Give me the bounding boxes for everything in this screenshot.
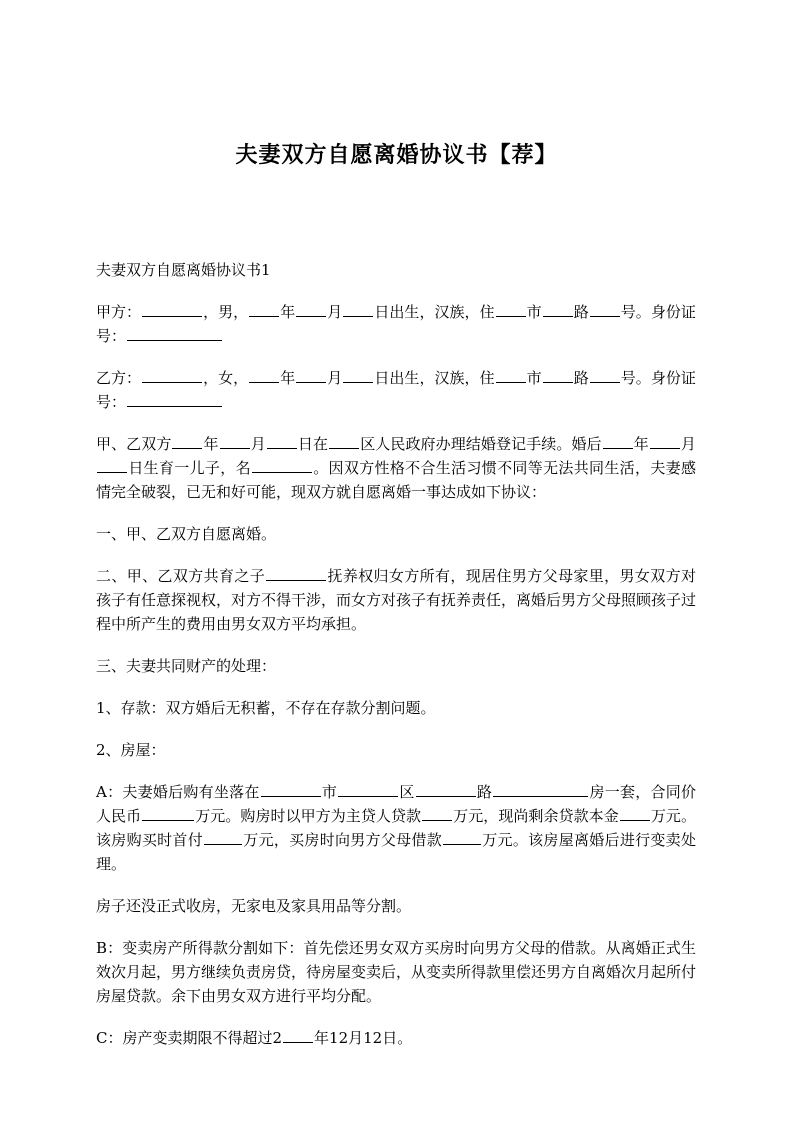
- text-segment: 月: [327, 369, 343, 387]
- text-segment: 日在: [297, 435, 329, 453]
- clause-3: 三、夫妻共同财产的处理：: [96, 657, 277, 675]
- document-title: 夫妻双方自愿离婚协议书【荐】: [235, 143, 558, 168]
- blank-field: [422, 805, 452, 821]
- blank-field: [142, 805, 194, 821]
- blank-field: [343, 367, 373, 383]
- text-segment: A：夫妻婚后购有坐落在: [96, 783, 260, 801]
- text-segment: 市: [526, 369, 542, 387]
- blank-field: [496, 301, 526, 317]
- text-segment: ，男，: [203, 303, 249, 321]
- text-segment: 万元。该房屋离婚后进行变卖处理。: [96, 831, 696, 873]
- blank-field: [343, 301, 373, 317]
- text-segment: ，女，: [203, 369, 249, 387]
- blank-field: [172, 433, 202, 449]
- party-b-paragraph: [96, 366, 696, 414]
- text-segment: 抚养权归女方所有，现居住男方父母家里，男女双方对孩子有任意探视权，对方不得干涉，而女方对孩子有抚养责任，离婚后男方父母照顾孩子过程中所产生的费用由男女双方平均承担。: [96, 567, 697, 633]
- item-house: 2、房屋：: [96, 741, 166, 759]
- text-segment: 市: [526, 303, 542, 321]
- text-segment: 乙方：: [96, 369, 142, 387]
- text-segment: 年: [203, 435, 219, 453]
- text-segment: 区人民政府办理结婚登记手续。婚后: [360, 435, 602, 453]
- text-segment: C：房产变卖期限不得超过2: [96, 1029, 283, 1047]
- text-segment: 年: [280, 369, 296, 387]
- blank-field: [416, 781, 476, 797]
- party-a-paragraph: [96, 300, 696, 348]
- blank-field: [543, 301, 573, 317]
- intro-paragraph: [96, 432, 696, 504]
- blank-field: [252, 457, 312, 473]
- blank-field: [142, 367, 202, 383]
- blank-field: [249, 301, 279, 317]
- blank-field: [338, 781, 398, 797]
- text-segment: 月: [250, 435, 266, 453]
- text-segment: 万元，买房时向男方父母借款: [243, 831, 442, 849]
- text-segment: 路: [573, 369, 589, 387]
- item-c: [96, 1026, 696, 1050]
- text-segment: 房一套，合同价人民币: [96, 783, 696, 825]
- text-segment: 年: [633, 435, 649, 453]
- text-segment: 路: [476, 783, 493, 801]
- item-b: B：变卖房产所得款分割如下：首先偿还男女双方买房时向男方父母的借款。从离婚正式生效次月起，男方继续负责房贷，待房屋变卖后，从变卖所得款里偿还男方自离婚次月起所付房屋贷款。余下由男女双方进行平均分配。: [96, 939, 697, 1005]
- blank-field: [496, 367, 526, 383]
- text-segment: 月: [680, 435, 696, 453]
- text-segment: 甲、乙双方: [96, 435, 172, 453]
- blank-field: [620, 805, 650, 821]
- blank-field: [603, 433, 633, 449]
- blank-field: [493, 781, 588, 797]
- text-segment: 日生育一儿子，名: [128, 459, 251, 477]
- item-deposit: 1、存款：双方婚后无积蓄，不存在存款分割问题。: [96, 699, 436, 717]
- blank-field: [127, 325, 222, 341]
- house-note: 房子还没正式收房，无家电及家具用品等分割。: [96, 897, 412, 915]
- blank-field: [443, 829, 481, 845]
- text-segment: 甲方：: [96, 303, 142, 321]
- blank-field: [127, 391, 222, 407]
- blank-field: [204, 829, 242, 845]
- blank-field: [220, 433, 250, 449]
- blank-field: [543, 367, 573, 383]
- clause-1: 一、甲、乙双方自愿离婚。: [96, 525, 277, 543]
- blank-field: [590, 367, 620, 383]
- text-segment: 年12月12日。: [314, 1029, 413, 1047]
- blank-field: [296, 301, 326, 317]
- clause-2: [96, 564, 696, 636]
- blank-field: [249, 367, 279, 383]
- text-segment: 日出生，汉族，住: [374, 303, 495, 321]
- text-segment: 路: [573, 303, 589, 321]
- blank-field: [650, 433, 680, 449]
- subtitle: 夫妻双方自愿离婚协议书1: [96, 261, 271, 279]
- blank-field: [296, 367, 326, 383]
- text-segment: 日出生，汉族，住: [374, 369, 495, 387]
- text-segment: 。因双方性格不合生活习惯不同等无法共同生活，夫妻感情完全破裂，已无和好可能，现双方就自愿离婚一事达成如下协议：: [96, 459, 696, 501]
- text-segment: 万元。购房时以甲方为主贷人贷款: [195, 807, 422, 825]
- blank-field: [267, 433, 297, 449]
- text-segment: 二、甲、乙双方共育之子: [96, 567, 266, 585]
- text-segment: 万元，现尚剩余贷款本金: [453, 807, 619, 825]
- blank-field: [283, 1027, 313, 1043]
- document-body: [96, 258, 696, 1068]
- text-segment: 月: [327, 303, 343, 321]
- blank-field: [261, 781, 321, 797]
- text-segment: 区: [399, 783, 415, 801]
- blank-field: [142, 301, 202, 317]
- item-a: [96, 780, 696, 876]
- blank-field: [329, 433, 359, 449]
- text-segment: 号。身份证号：: [96, 303, 696, 345]
- text-segment: 万元。该房购买时首付: [96, 807, 696, 849]
- blank-field: [97, 457, 127, 473]
- text-segment: 市: [321, 783, 338, 801]
- text-segment: 年: [280, 303, 296, 321]
- blank-field: [266, 565, 326, 581]
- text-segment: 号。身份证号：: [96, 369, 696, 411]
- blank-field: [590, 301, 620, 317]
